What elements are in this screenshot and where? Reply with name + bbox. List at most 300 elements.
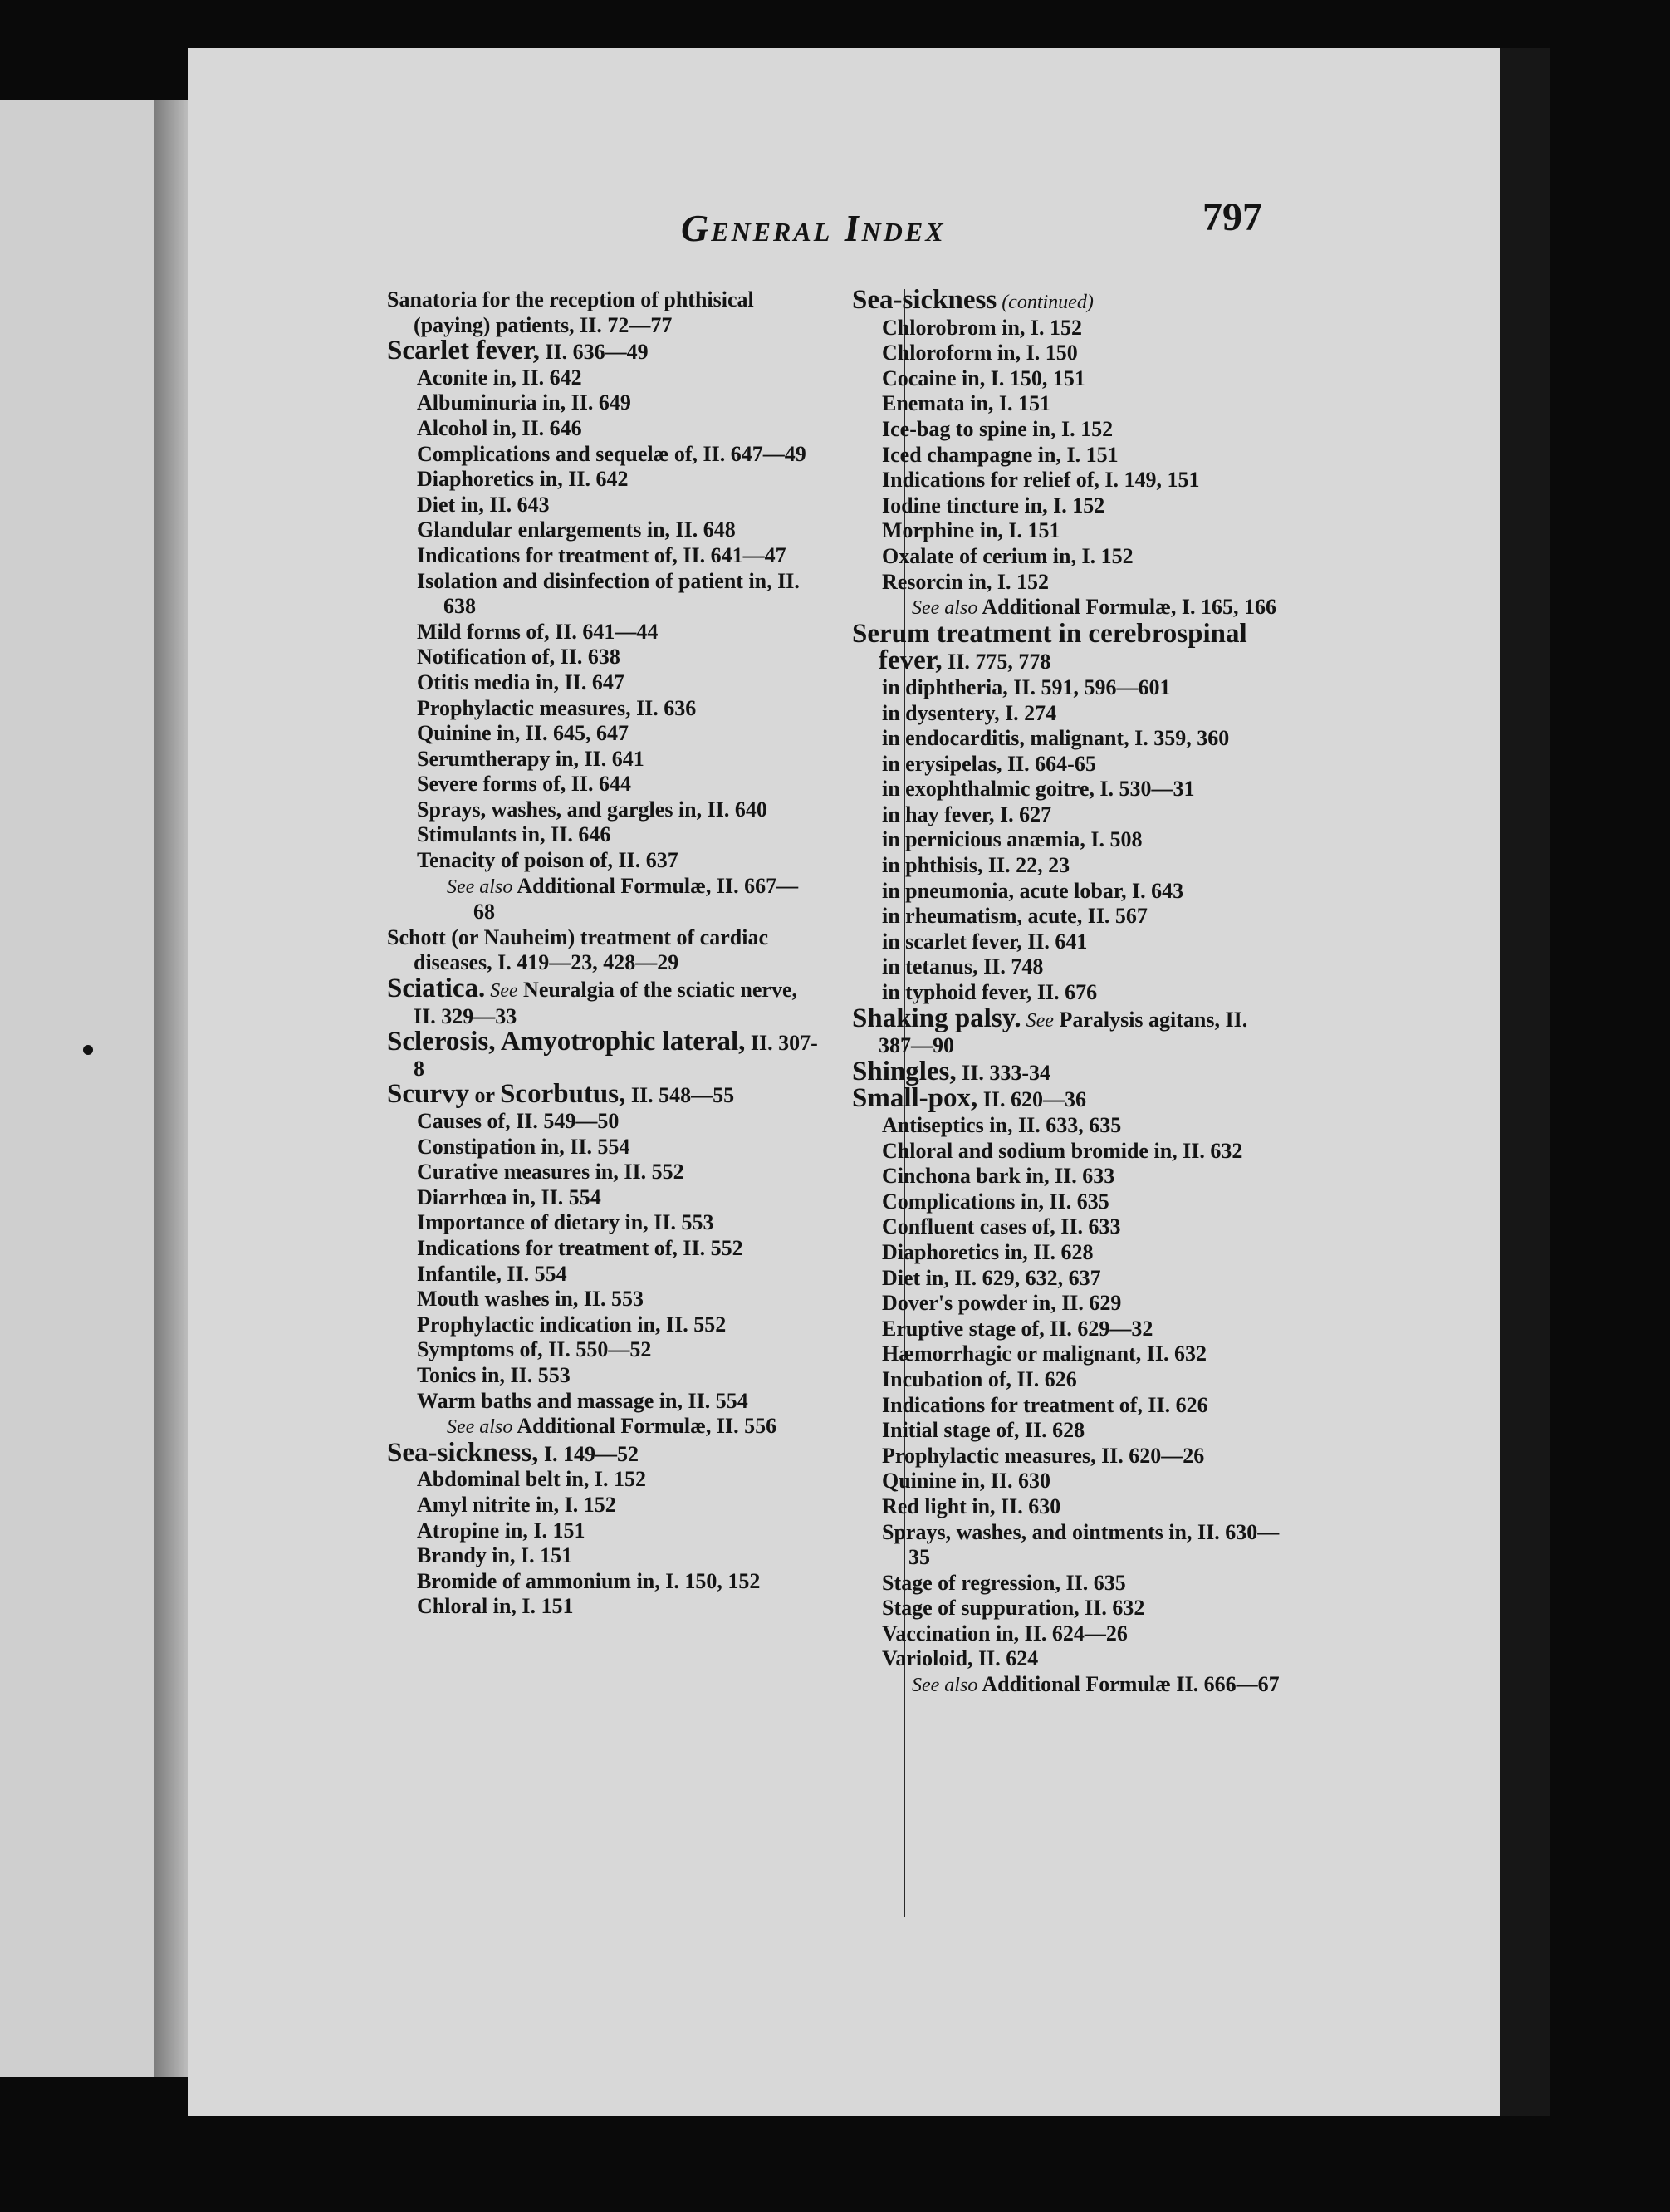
entry-text: Confluent cases of, II. 633: [882, 1214, 1121, 1239]
index-subentry: [387, 1160, 819, 1185]
entry-see: See: [1021, 1009, 1054, 1032]
index-heading-entry: [852, 1083, 1284, 1114]
index-subentry: [852, 1164, 1284, 1189]
index-subentry: [852, 802, 1284, 828]
entry-line: [417, 1594, 819, 1620]
entry-text: Indications for treatment of, II. 641—47: [417, 542, 786, 567]
index-subentry: [852, 879, 1284, 905]
entry-text: Sanatoria for the reception of phthisical (paying) patients, II. 72—77: [387, 287, 754, 337]
entry-text: Schott (or Nauheim) treatment of cardiac diseases, I. 419—23, 428—29: [387, 925, 768, 975]
index-subentry: [387, 1467, 819, 1493]
entry-text: Stimulants in, II. 646: [417, 822, 611, 847]
entry-line: [387, 1437, 819, 1468]
entry-line: [882, 493, 1284, 519]
index-heading-entry: [387, 976, 819, 1029]
index-subentry: [387, 620, 819, 645]
page-number: 797: [1202, 195, 1262, 239]
entry-text: in endocarditis, malignant, I. 359, 360: [882, 726, 1230, 751]
entry-text: I. 149—52: [538, 1441, 639, 1466]
entry-line: [882, 726, 1284, 752]
entry-line: [417, 1312, 819, 1338]
entry-line: [882, 777, 1284, 802]
index-subentry: [852, 1444, 1284, 1469]
entry-head: Sea-sickness: [852, 285, 997, 315]
index-subentry: [387, 1287, 819, 1312]
entry-line: [882, 1164, 1284, 1189]
entry-line: [882, 878, 1284, 905]
entry-see: See also: [447, 875, 513, 898]
index-subentry: [387, 1262, 819, 1287]
entry-text: Diaphoretics in, II. 628: [882, 1239, 1094, 1264]
entry-text: Warm baths and massage in, II. 554: [417, 1388, 748, 1413]
entry-line: [912, 1672, 1284, 1699]
index-subentry: [852, 417, 1284, 443]
entry-line: [882, 1113, 1284, 1139]
index-subentry: [852, 570, 1284, 596]
entry-text: Iodine tincture in, I. 152: [882, 493, 1105, 517]
index-heading-entry: [852, 618, 1284, 676]
entry-line: [417, 1235, 819, 1262]
page-edge-shadow: [1500, 48, 1550, 2116]
index-subentry: [852, 443, 1284, 468]
entry-text: Paralysis agitans, II. 387—90: [879, 1007, 1248, 1058]
book-gutter: [154, 100, 188, 2077]
entry-text: in exophthalmic goitre, I. 530—31: [882, 777, 1195, 802]
entry-text: Glandular enlargements in, II. 648: [417, 517, 736, 542]
index-heading-entry: [387, 925, 819, 976]
index-subentry: [387, 645, 819, 670]
entry-text: Quinine in, II. 645, 647: [417, 721, 629, 746]
index-subentry: [387, 569, 819, 620]
entry-text: Antiseptics in, II. 633, 635: [882, 1113, 1122, 1137]
entry-line: [882, 1469, 1284, 1494]
entry-text: Dover's powder in, II. 629: [882, 1291, 1122, 1316]
entry-text: Sprays, washes, and ointments in, II. 630—35: [882, 1519, 1280, 1570]
index-subentry: [852, 675, 1284, 701]
entry-text: Albuminuria in, II. 649: [417, 390, 631, 415]
entry-text: Chloroform in, I. 150: [882, 341, 1078, 365]
entry-text: in dysentery, I. 274: [882, 700, 1057, 725]
index-subentry: [387, 1109, 819, 1135]
entry-line: [882, 1265, 1284, 1292]
facing-page-edge: [0, 100, 154, 2077]
index-subentry: [852, 468, 1284, 493]
entry-text: Stage of suppuration, II. 632: [882, 1596, 1145, 1621]
entry-line: [417, 542, 819, 569]
entry-line: [417, 1467, 819, 1493]
index-subentry: [852, 1393, 1284, 1419]
entry-text: Curative measures in, II. 552: [417, 1160, 684, 1184]
index-subentry: [387, 442, 819, 468]
entry-line: [882, 904, 1284, 929]
entry-text: Additional Formulæ, II. 556: [512, 1414, 777, 1439]
index-subentry: [852, 1418, 1284, 1444]
index-subentry: [387, 1414, 819, 1440]
index-heading-entry: [852, 1003, 1284, 1059]
entry-text: Bromide of ammonium in, I. 150, 152: [417, 1568, 761, 1593]
entry-text: Chloral and sodium bromide in, II. 632: [882, 1138, 1243, 1163]
entry-text: Indications for relief of, I. 149, 151: [882, 468, 1200, 493]
index-heading-entry: [387, 287, 819, 338]
entry-line: [852, 1056, 1284, 1086]
entry-line: [852, 618, 1284, 676]
entry-line: [417, 619, 819, 645]
index-subentry: [387, 365, 819, 391]
index-heading-entry: [387, 1029, 819, 1081]
index-subentry: [852, 726, 1284, 752]
entry-line: [882, 543, 1284, 570]
index-subentry: [852, 701, 1284, 727]
entry-text: Importance of dietary in, II. 553: [417, 1210, 714, 1235]
entry-line: [882, 1214, 1284, 1240]
entry-line: [882, 1341, 1284, 1367]
entry-line: [417, 1134, 819, 1160]
entry-text: Notification of, II. 638: [417, 645, 620, 669]
index-subentry: [852, 1367, 1284, 1393]
index-subentry: [852, 1494, 1284, 1520]
entry-line: [882, 1392, 1284, 1419]
entry-line: [882, 1189, 1284, 1215]
entry-line: [417, 645, 819, 670]
entry-see: (continued): [997, 292, 1094, 313]
entry-line: [882, 442, 1284, 468]
entry-text: II. 775, 778: [942, 650, 1051, 674]
entry-line: [417, 1160, 819, 1185]
entry-line: [882, 341, 1284, 366]
entry-text: Indications for treatment of, II. 552: [417, 1235, 743, 1260]
index-subentry: [387, 390, 819, 416]
index-subentry: [387, 1518, 819, 1544]
entry-text: Complications and sequelæ of, II. 647—49: [417, 441, 806, 466]
entry-line: [882, 391, 1284, 417]
index-subentry: [387, 747, 819, 772]
index-subentry: [852, 316, 1284, 341]
entry-text: Tonics in, II. 553: [417, 1362, 571, 1387]
index-subentry: [852, 1672, 1284, 1699]
entry-head: Scarlet fever,: [387, 336, 540, 366]
index-subentry: [852, 391, 1284, 417]
entry-text: Stage of regression, II. 635: [882, 1570, 1126, 1595]
entry-text: Atropine in, I. 151: [417, 1518, 585, 1543]
entry-text: in scarlet fever, II. 641: [882, 929, 1088, 954]
entry-text: Chloral in, I. 151: [417, 1594, 574, 1619]
index-subentry: [387, 874, 819, 925]
entry-line: [882, 1596, 1284, 1621]
entry-text: Incubation of, II. 626: [882, 1366, 1077, 1391]
entry-text: Cinchona bark in, II. 633: [882, 1164, 1115, 1189]
entry-text: Amyl nitrite in, I. 152: [417, 1492, 616, 1517]
entry-line: [882, 980, 1284, 1006]
entry-line: [417, 1109, 819, 1135]
entry-text: Indications for treatment of, II. 626: [882, 1392, 1208, 1417]
index-subentry: [852, 1317, 1284, 1342]
index-subentry: [852, 1214, 1284, 1240]
index-subentry: [387, 772, 819, 797]
index-heading-entry: [387, 1081, 819, 1109]
entry-line: [882, 1443, 1284, 1469]
entry-line: [882, 1138, 1284, 1165]
entry-head: Shingles,: [852, 1056, 957, 1086]
entry-line: [882, 1418, 1284, 1444]
entry-line: [417, 1568, 819, 1595]
index-subentry: [387, 1236, 819, 1262]
entry-line: [417, 1492, 819, 1518]
entry-line: [417, 797, 819, 823]
entry-line: [417, 746, 819, 772]
index-subentry: [387, 721, 819, 747]
entry-line: [882, 1291, 1284, 1317]
entry-text: Complications in, II. 635: [882, 1189, 1109, 1214]
entry-line: [882, 1646, 1284, 1672]
index-subentry: [852, 1266, 1284, 1292]
entry-line: [882, 802, 1284, 828]
entry-text: Neuralgia of the sciatic nerve, II. 329—33: [414, 978, 798, 1028]
entry-line: [882, 674, 1284, 701]
entry-line: [417, 365, 819, 391]
entry-text: Diarrhœa in, II. 554: [417, 1184, 601, 1209]
entry-line: [417, 415, 819, 442]
entry-line: [882, 929, 1284, 955]
entry-line: [417, 1518, 819, 1544]
entry-line: [882, 751, 1284, 777]
entry-line: [387, 1027, 819, 1081]
entry-line: [882, 1239, 1284, 1266]
entry-text: Diet in, II. 629, 632, 637: [882, 1265, 1101, 1290]
entry-text: Mouth washes in, II. 553: [417, 1287, 644, 1312]
entry-text: Varioloid, II. 624: [882, 1646, 1039, 1671]
entry-line: [417, 1261, 819, 1287]
index-subentry: [387, 1337, 819, 1363]
entry-line: [387, 925, 819, 976]
entry-line: [852, 1003, 1284, 1059]
index-heading-entry: [387, 1437, 819, 1468]
entry-text: Constipation in, II. 554: [417, 1134, 630, 1159]
entry-head: Serum treatment in cerebrospinal fever,: [852, 618, 1247, 676]
entry-text: Initial stage of, II. 628: [882, 1418, 1085, 1443]
entry-line: [387, 287, 819, 338]
entry-text: in tetanus, II. 748: [882, 954, 1044, 979]
index-page: [188, 48, 1550, 2116]
entry-text: Isolation and disinfection of patient in, II. 638: [417, 568, 800, 619]
index-subentry: [852, 980, 1284, 1006]
entry-see: See also: [447, 1416, 513, 1439]
entry-line: [882, 853, 1284, 879]
entry-see: See also: [912, 1675, 978, 1697]
entry-line: [417, 848, 819, 874]
index-subentry: [852, 1469, 1284, 1494]
entry-head: Sea-sickness,: [387, 1437, 539, 1468]
entry-line: [417, 492, 819, 518]
entry-text: Additional Formulæ II. 666—67: [977, 1672, 1280, 1697]
index-heading-entry: [387, 338, 819, 365]
entry-line: [882, 1366, 1284, 1393]
entry-text: Morphine in, I. 151: [882, 518, 1060, 543]
entry-line: [417, 822, 819, 848]
index-subentry: [852, 1139, 1284, 1165]
entry-text: Red light in, II. 630: [882, 1493, 1061, 1518]
index-subentry: [852, 341, 1284, 366]
entry-text: Sprays, washes, and gargles in, II. 640: [417, 797, 767, 822]
entry-text: Infantile, II. 554: [417, 1261, 567, 1286]
index-subentry: [387, 848, 819, 874]
index-subentry: [387, 1493, 819, 1518]
index-column-right: [852, 287, 1284, 1699]
index-subentry: [387, 1569, 819, 1595]
index-subentry: [387, 1594, 819, 1620]
entry-text: Aconite in, II. 642: [417, 365, 582, 390]
entry-text: Hæmorrhagic or malignant, II. 632: [882, 1341, 1207, 1366]
index-subentry: [387, 543, 819, 569]
entry-text: Mild forms of, II. 641—44: [417, 619, 659, 644]
entry-text: in typhoid fever, II. 676: [882, 980, 1098, 1005]
index-subentry: [387, 1312, 819, 1338]
entry-line: [882, 1493, 1284, 1520]
entry-text: Brandy in, I. 151: [417, 1543, 573, 1568]
index-subentry: [387, 1363, 819, 1389]
entry-line: [417, 568, 819, 620]
index-subentry: [852, 954, 1284, 980]
entry-text: in erysipelas, II. 664-65: [882, 751, 1096, 776]
entry-text: Alcohol in, II. 646: [417, 415, 582, 440]
entry-text: II. 333-34: [956, 1060, 1051, 1085]
entry-text: in hay fever, I. 627: [882, 802, 1052, 826]
entry-text: II. 636—49: [539, 340, 649, 365]
index-subentry: [852, 1113, 1284, 1139]
index-subentry: [387, 416, 819, 442]
index-subentry: [387, 1210, 819, 1236]
index-subentry: [852, 1520, 1284, 1571]
entry-head2: Scorbutus,: [500, 1079, 626, 1110]
entry-see: See: [485, 980, 518, 1003]
entry-line: [417, 390, 819, 416]
entry-see: See also: [912, 597, 978, 620]
entry-text: Oxalate of cerium in, I. 152: [882, 543, 1134, 568]
entry-text: Vaccination in, II. 624—26: [882, 1621, 1128, 1646]
index-subentry: [852, 1596, 1284, 1621]
entry-text: Eruptive stage of, II. 629—32: [882, 1316, 1153, 1341]
entry-text: II. 620—36: [977, 1087, 1087, 1112]
entry-text: in pneumonia, acute lobar, I. 643: [882, 878, 1184, 903]
entry-line: [417, 1388, 819, 1415]
entry-head: Shaking palsy.: [852, 1003, 1021, 1033]
entry-text2: II. 548—55: [625, 1083, 735, 1108]
index-subentry: [387, 1185, 819, 1211]
entry-text: Iced champagne in, I. 151: [882, 442, 1119, 467]
entry-line: [882, 1519, 1284, 1571]
index-subentry: [852, 1646, 1284, 1672]
index-subentry: [387, 1543, 819, 1569]
entry-line: [852, 1083, 1284, 1114]
entry-line: [387, 336, 819, 366]
entry-line: [882, 315, 1284, 341]
index-subentry: [852, 827, 1284, 853]
entry-text: Serumtherapy in, II. 641: [417, 746, 644, 771]
index-subentry: [387, 1389, 819, 1415]
index-subentry: [387, 696, 819, 722]
entry-text: Prophylactic indication in, II. 552: [417, 1312, 727, 1337]
entry-text: Chlorobrom in, I. 152: [882, 315, 1083, 340]
entry-line: [882, 468, 1284, 493]
entry-text: Severe forms of, II. 644: [417, 772, 632, 797]
entry-text: Otitis media in, II. 647: [417, 669, 624, 694]
entry-line: [417, 772, 819, 797]
index-subentry: [852, 1621, 1284, 1647]
entry-line: [417, 1184, 819, 1211]
index-subentry: [852, 904, 1284, 929]
entry-line: [417, 721, 819, 747]
running-head: General Index: [681, 207, 946, 249]
index-heading-entry: [852, 1056, 1284, 1086]
entry-line: [387, 1079, 819, 1110]
entry-text: in diphtheria, II. 591, 596—601: [882, 674, 1171, 699]
entry-text: Prophylactic measures, II. 620—26: [882, 1443, 1205, 1468]
entry-text: Abdominal belt in, I. 152: [417, 1467, 646, 1492]
index-subentry: [387, 493, 819, 518]
index-subentry: [387, 467, 819, 493]
entry-text: Ice-bag to spine in, I. 152: [882, 416, 1114, 441]
entry-line: [387, 974, 819, 1029]
entry-line: [417, 669, 819, 696]
index-subentry: [387, 517, 819, 543]
index-subentry: [852, 1341, 1284, 1367]
entry-text: Cocaine in, I. 150, 151: [882, 365, 1085, 390]
index-subentry: [852, 544, 1284, 570]
entry-text: Diet in, II. 643: [417, 492, 550, 517]
index-subentry: [852, 929, 1284, 955]
entry-text: Quinine in, II. 630: [882, 1469, 1051, 1493]
entry-head: Sclerosis, Amyotrophic lateral,: [387, 1027, 746, 1057]
entry-text: in phthisis, II. 22, 23: [882, 853, 1070, 878]
margin-mark: [83, 1045, 93, 1055]
index-subentry: [387, 670, 819, 696]
entry-line: [882, 518, 1284, 544]
index-column-left: [387, 287, 819, 1620]
entry-text: in rheumatism, acute, II. 567: [882, 904, 1148, 929]
entry-text: Enemata in, I. 151: [882, 391, 1050, 416]
entry-line: [417, 441, 819, 468]
entry-line: [882, 700, 1284, 727]
index-heading-entry: [852, 287, 1284, 316]
entry-line: [912, 595, 1284, 621]
index-subentry: [852, 493, 1284, 519]
entry-line: [417, 695, 819, 722]
entry-text: Diaphoretics in, II. 642: [417, 467, 629, 492]
index-subentry: [852, 1571, 1284, 1596]
entry-line: [882, 1570, 1284, 1596]
index-subentry: [852, 366, 1284, 392]
entry-text: Tenacity of poison of, II. 637: [417, 848, 678, 873]
entry-line: [852, 285, 1284, 316]
entry-text: Prophylactic measures, II. 636: [417, 695, 697, 720]
entry-line: [417, 517, 819, 543]
entry-line: [882, 827, 1284, 853]
index-subentry: [852, 1291, 1284, 1317]
index-subentry: [852, 1189, 1284, 1215]
entry-text: or: [469, 1083, 501, 1108]
entry-line: [882, 1316, 1284, 1342]
entry-line: [882, 416, 1284, 443]
entry-line: [417, 1210, 819, 1236]
entry-head: Scurvy: [387, 1079, 469, 1110]
entry-text: in pernicious anæmia, I. 508: [882, 827, 1143, 852]
index-subentry: [852, 518, 1284, 544]
entry-line: [417, 1362, 819, 1389]
entry-text: Additional Formulæ, II. 667—68: [473, 873, 799, 925]
entry-text: Causes of, II. 549—50: [417, 1109, 620, 1133]
entry-line: [447, 1414, 819, 1440]
entry-text: Additional Formulæ, I. 165, 166: [977, 595, 1277, 620]
entry-line: [417, 467, 819, 493]
